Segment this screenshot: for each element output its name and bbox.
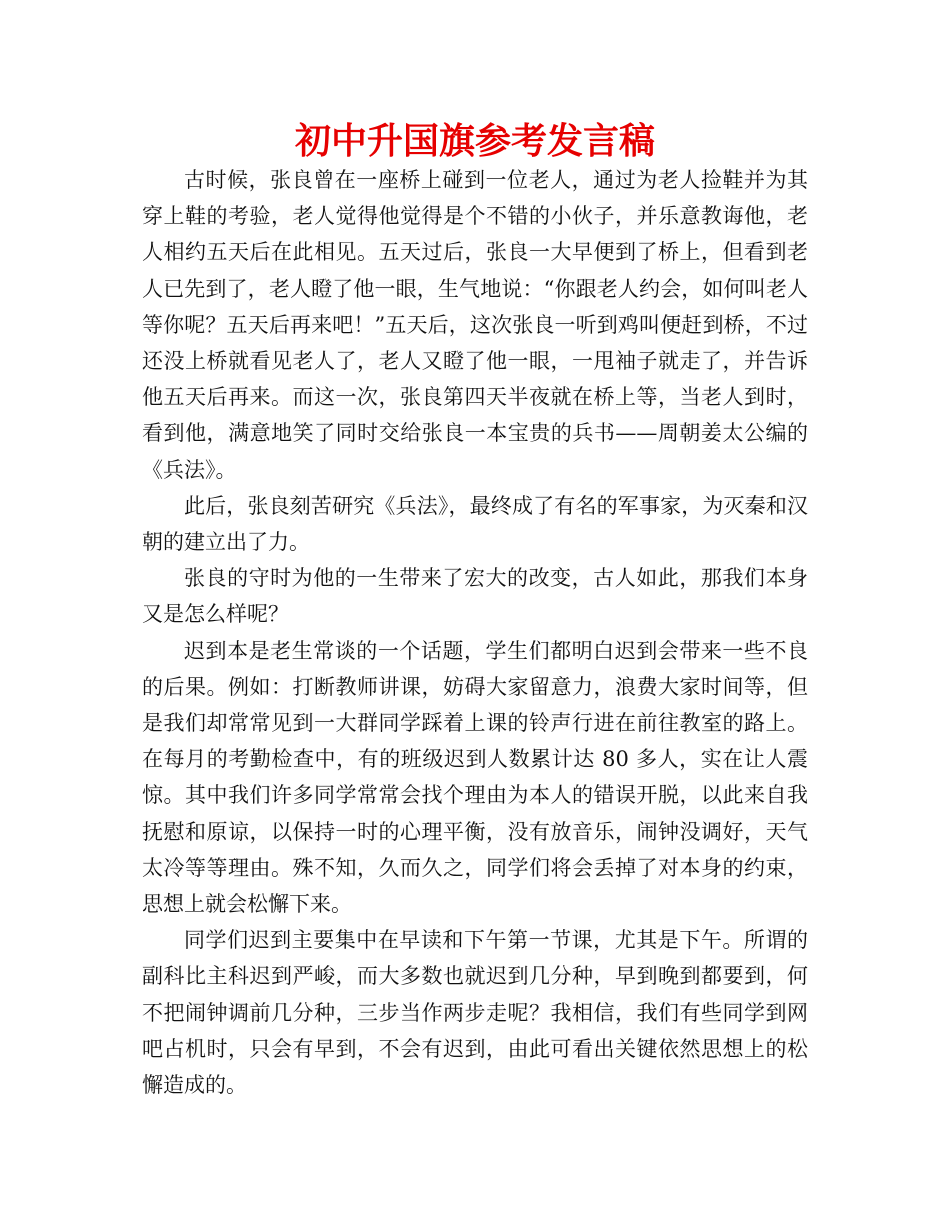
document-body	[142, 162, 808, 1103]
paragraph-military-strategist: 此后，张良刻苦研究《兵法》，最终成了有名的军事家，为灭秦和汉朝的建立出了力。	[142, 493, 808, 555]
paragraph-punctuality-reflection: 张良的守时为他的一生带来了宏大的改变，古人如此，那我们本身又是怎么样呢？	[142, 566, 808, 627]
paragraph-lateness-causes: 同学们迟到主要集中在早读和下午第一节课，尤其是下午。所谓的副科比主科迟到严峻，而大多数也就迟到几分种，早到晚到都要到，何不把闹钟调前几分种，三步当作两步走呢？我相信，我们有些同学到网吧占机时，只会有早到，不会有迟到，由此可看出关键依然思想上的松懈造成的。	[142, 928, 808, 1098]
paragraph-zhangliang-story: 古时候，张良曾在一座桥上碰到一位老人，通过为老人捡鞋并为其穿上鞋的考验，老人觉得他觉得是个不错的小伙子，并乐意教诲他，老人相约五天后在此相见。五天过后，张良一大早便到了桥上，但看到老人已先到了，老人瞪了他一眼，生气地说：“你跟老人约会，如何叫老人等你呢？五天后再来吧！”五天后，这次张良一听到鸡叫便赶到桥，不过还没上桥就看见老人了，老人又瞪了他一眼，一甩袖子就走了，并告诉他五天后再来。而这一次，张良第四天半夜就在桥上等，当老人到时，看到他，满意地笑了同时交给张良一本宝贵的兵书——周朝姜太公编的《兵法》。	[142, 168, 808, 482]
document-title: 初中升国旗参考发言稿	[294, 121, 655, 162]
paragraph-lateness-problem: 迟到本是老生常谈的一个话题，学生们都明白迟到会带来一些不良的后果。例如：打断教师讲课，妨碍大家留意力，浪费大家时间等，但是我们却常常见到一大群同学踩着上课的铃声行进在前往教室的路上。在每月的考勤检查中，有的班级迟到人数累计达 80 多人，实在让人震惊。其中我们许多同学常常会找个理由为本人的错误开脱，以此来自我抚慰和原谅，以保持一时的心理平衡，没有放音乐，闹钟没调好，天气太冷等等理由。殊不知，久而久之，同学们将会丢掉了对本身的约束，思想上就会松懈下来。	[142, 638, 808, 917]
